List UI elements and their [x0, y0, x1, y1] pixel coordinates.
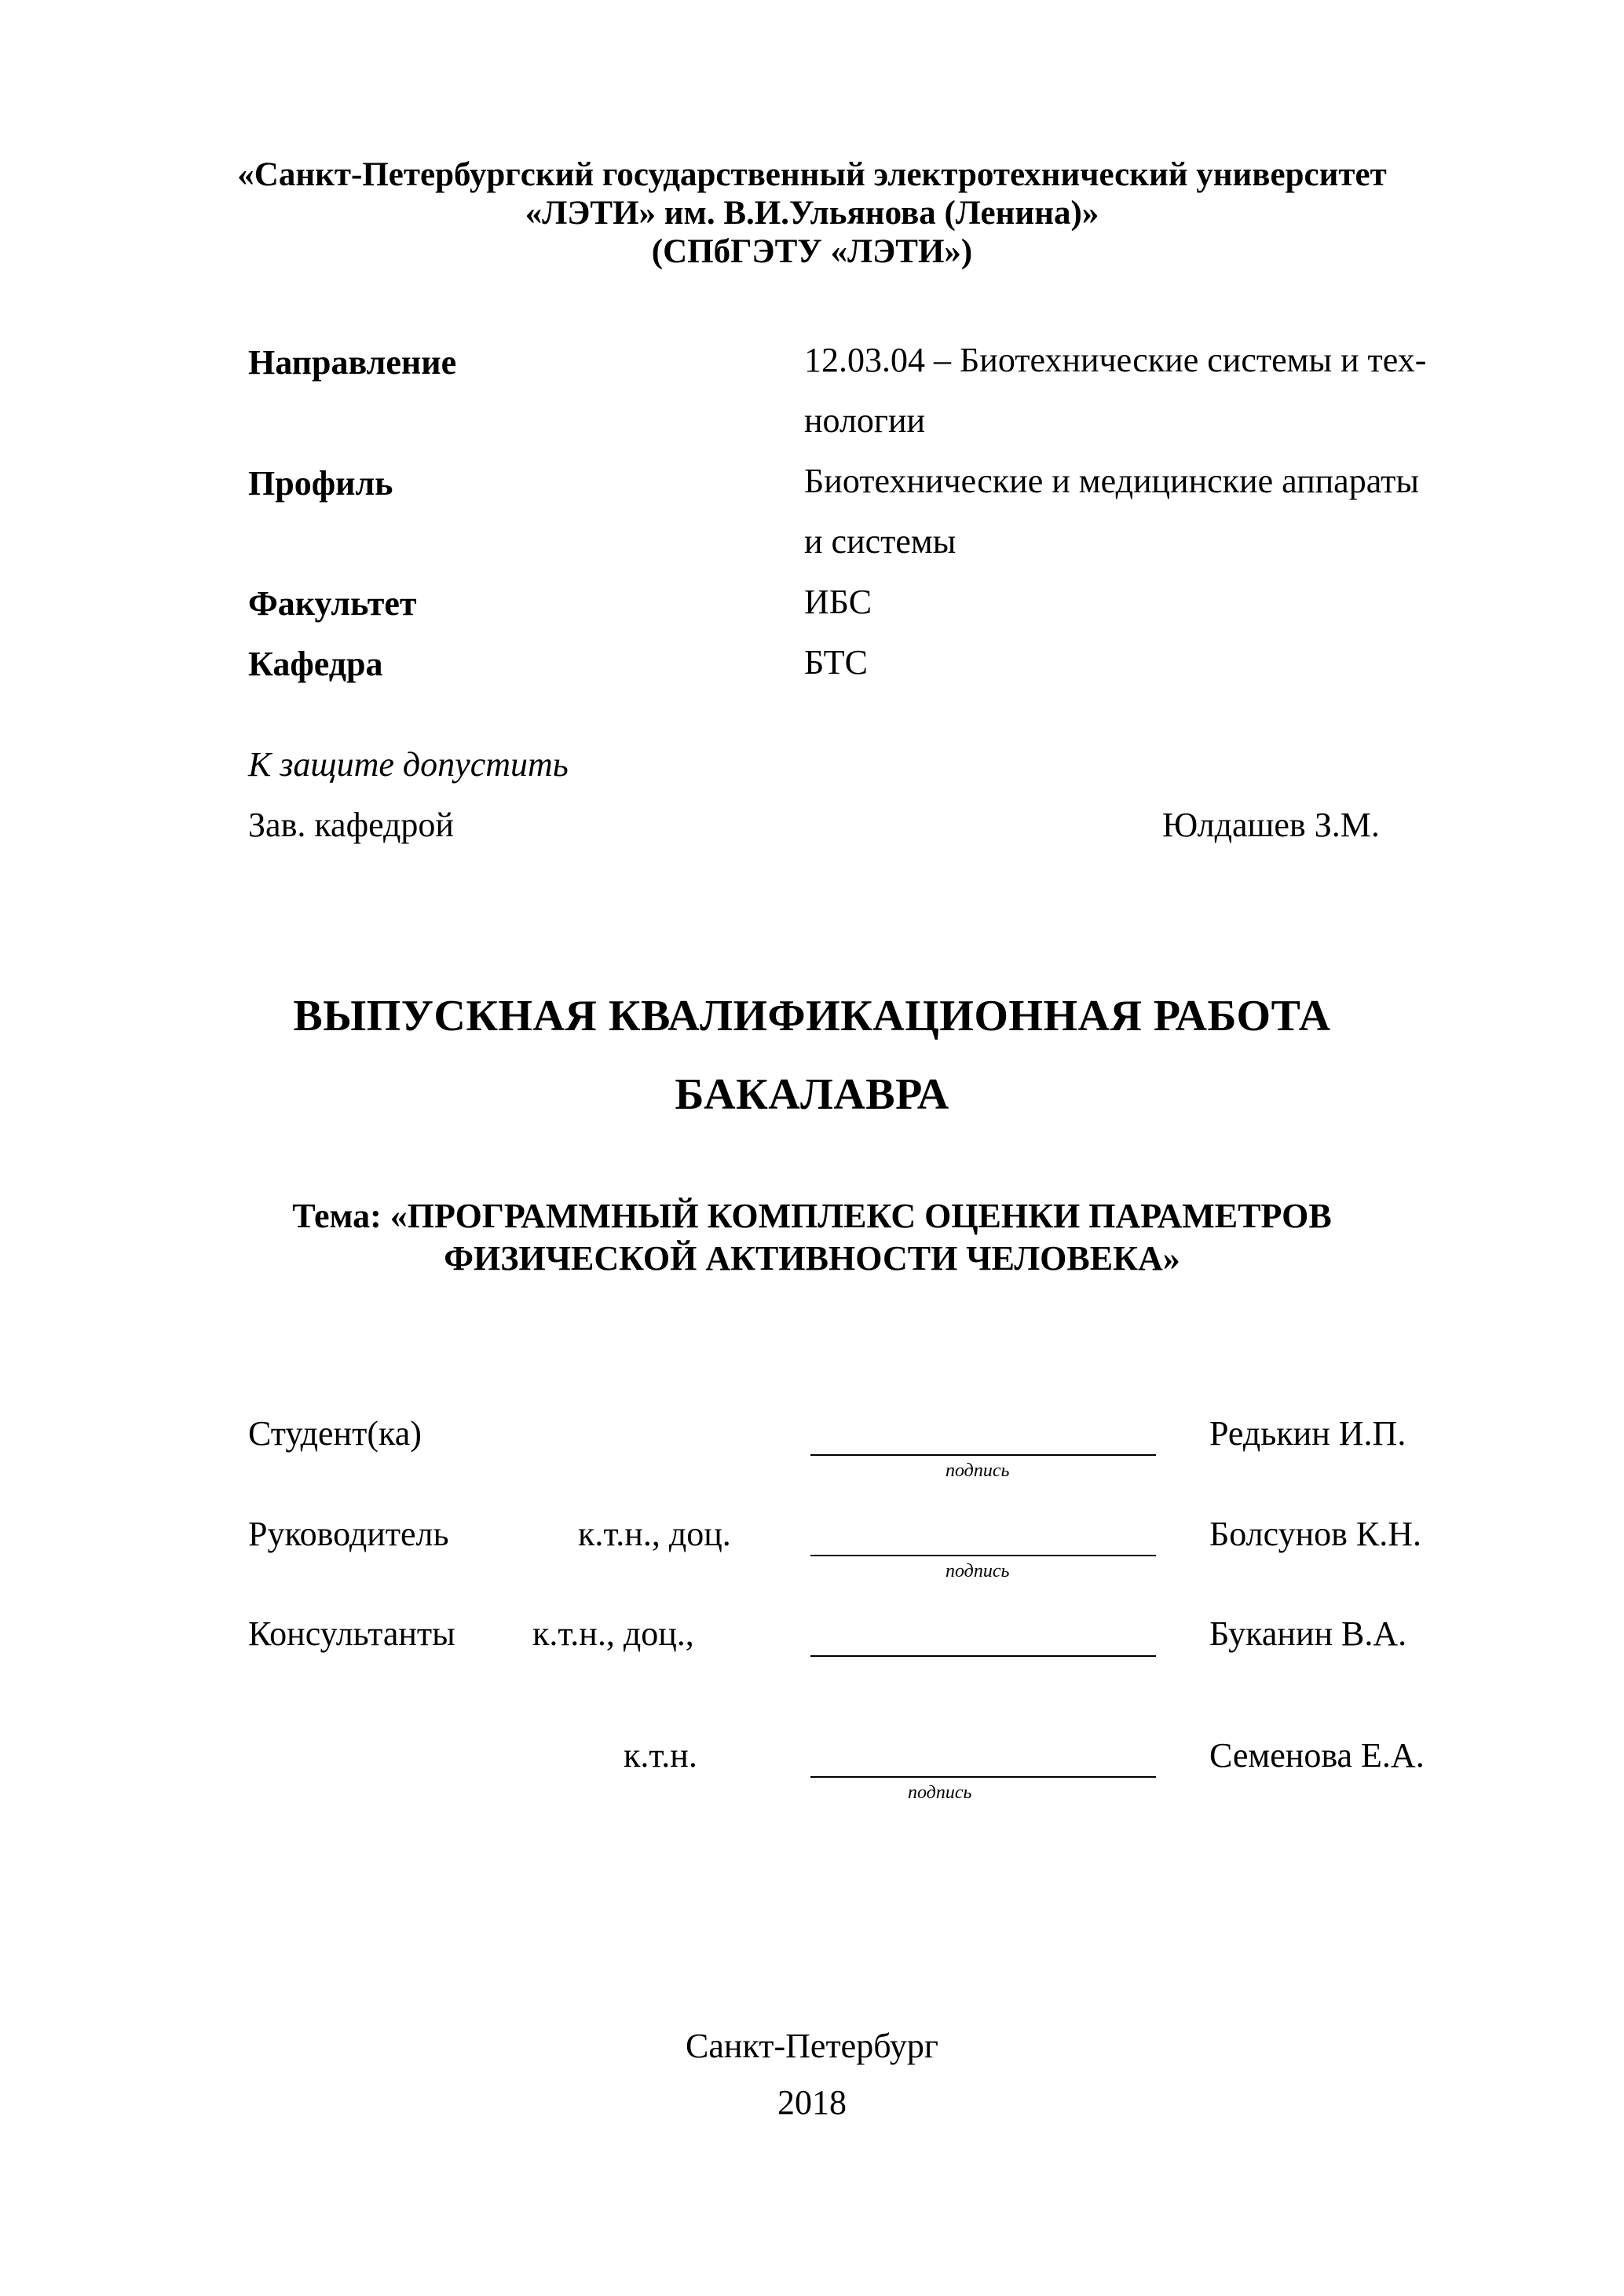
direction-value-line-1: 12.03.04 – Биотехнические системы и тех- — [804, 341, 1427, 379]
profile-value-line-1: Биотехнические и медицинские аппараты — [804, 462, 1419, 500]
university-abbreviation: (СПбГЭТУ «ЛЭТИ») — [651, 233, 973, 270]
thesis-topic-line-1: Тема: «ПРОГРАММНЫЙ КОМПЛЕКС ОЦЕНКИ ПАРАМЕТРОВ — [292, 1197, 1332, 1235]
consultant-1-degree: к.т.н., доц., — [532, 1614, 694, 1653]
document-title-line-2: БАКАЛАВРА — [675, 1070, 949, 1119]
consultant-2-signature-line — [810, 1776, 1156, 1778]
department-value: БТС — [804, 643, 868, 682]
student-signature-line — [810, 1454, 1156, 1456]
university-name-line-2: «ЛЭТИ» им. В.И.Ульянова (Ленина)» — [525, 195, 1099, 232]
faculty-value: ИБС — [804, 583, 872, 621]
university-header — [0, 155, 1624, 271]
document-title-line-1: ВЫПУСКНАЯ КВАЛИФИКАЦИОННАЯ РАБОТА — [293, 992, 1331, 1040]
supervisor-signature-line — [810, 1555, 1156, 1556]
thesis-topic — [0, 1195, 1624, 1280]
direction-label: Направление — [248, 343, 457, 382]
supervisor-degree: к.т.н., доц. — [578, 1515, 731, 1553]
consultant-2-name: Семенова Е.А. — [1209, 1736, 1425, 1775]
footer — [0, 2018, 1624, 2131]
consultant-2-degree: к.т.н. — [624, 1736, 697, 1775]
student-role: Студент(ка) — [248, 1414, 422, 1453]
student-signature-caption: подпись — [946, 1461, 1010, 1481]
thesis-topic-line-2: ФИЗИЧЕСКОЙ АКТИВНОСТИ ЧЕЛОВЕКА» — [444, 1239, 1180, 1278]
approval-caption: К защите допустить — [248, 745, 569, 784]
student-name: Редькин И.П. — [1209, 1414, 1406, 1453]
footer-city: Санкт-Петербург — [686, 2027, 938, 2065]
approval-name: Юлдашев З.М. — [1162, 806, 1380, 844]
department-label: Кафедра — [248, 645, 383, 683]
profile-value-line-2: и системы — [804, 522, 956, 561]
consultant-1-signature-line — [810, 1655, 1156, 1657]
consultant-1-name: Буканин В.А. — [1209, 1614, 1407, 1653]
faculty-label: Факультет — [248, 584, 417, 623]
university-name-line-1: «Санкт-Петербургский государственный электротехнический университет — [237, 156, 1387, 193]
consultants-role: Консультанты — [248, 1614, 455, 1653]
supervisor-name: Болсунов К.Н. — [1209, 1515, 1422, 1553]
approval-role: Зав. кафедрой — [248, 806, 454, 844]
consultant-2-signature-caption: подпись — [908, 1782, 972, 1803]
direction-value-line-2: нологии — [804, 401, 926, 440]
footer-year: 2018 — [777, 2083, 847, 2122]
profile-label: Профиль — [248, 464, 393, 503]
supervisor-signature-caption: подпись — [946, 1561, 1010, 1581]
supervisor-role: Руководитель — [248, 1515, 449, 1553]
